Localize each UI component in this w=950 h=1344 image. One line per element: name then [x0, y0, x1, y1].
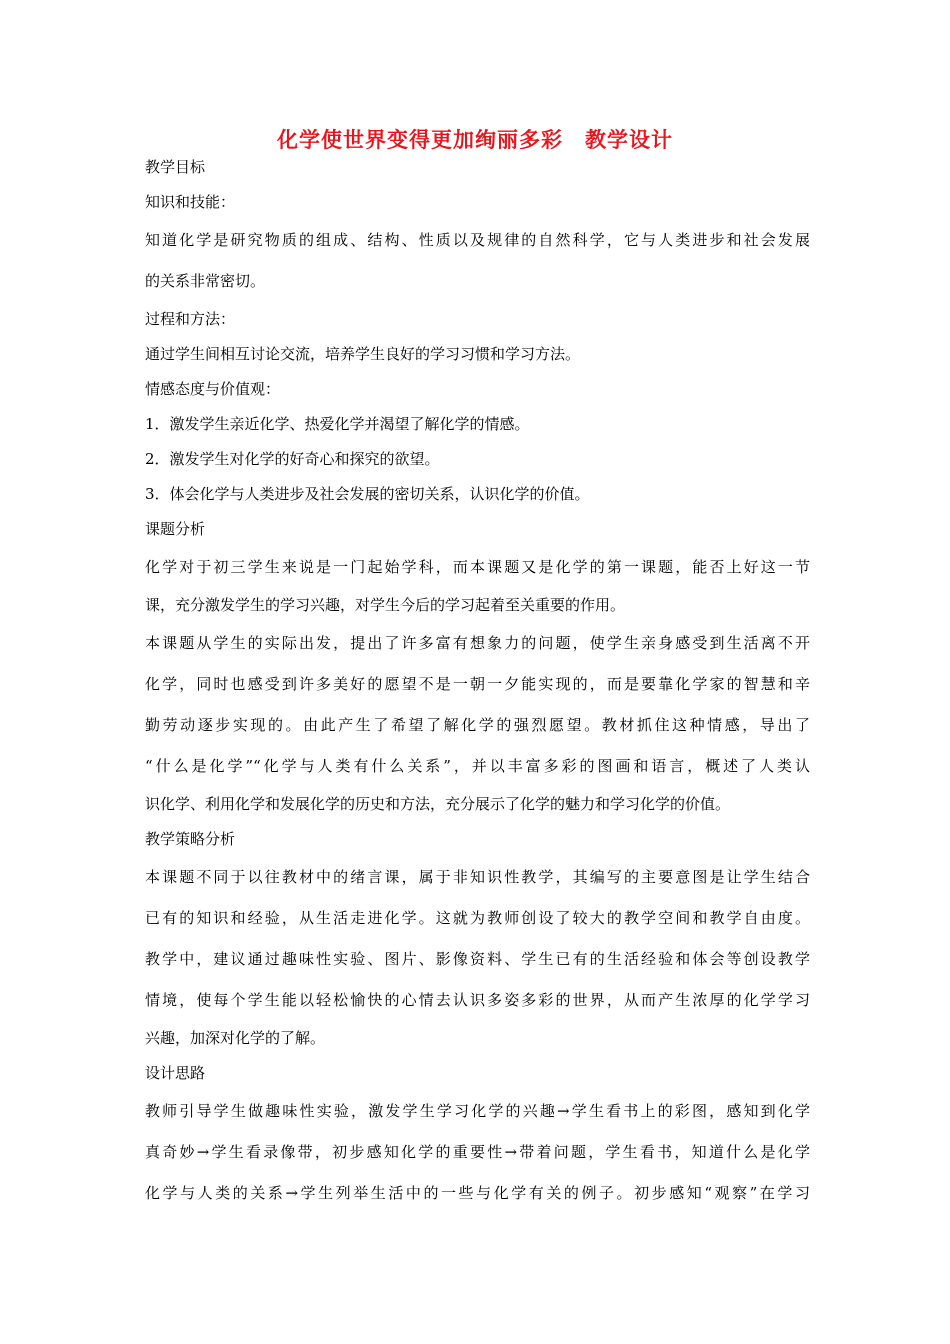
paragraph-line: 兴趣，加深对化学的了解。: [145, 1029, 326, 1047]
section-heading-topic-analysis: 课题分析: [145, 520, 206, 538]
list-item: 3．体会化学与人类进步及社会发展的密切关系，认识化学的价值。: [145, 485, 590, 503]
list-item: 1．激发学生亲近化学、热爱化学并渴望了解化学的情感。: [145, 415, 530, 433]
paragraph-line: 化学与人类的关系→学生列举生活中的一些与化学有关的例子。初步感知“观察”在学习: [145, 1184, 810, 1202]
paragraph-line: 勤劳动逐步实现的。由此产生了希望了解化学的强烈愿望。教材抓住这种情感，导出了: [145, 716, 810, 734]
paragraph-line: 教师引导学生做趣味性实验，激发学生学习化学的兴趣→学生看书上的彩图，感知到化学: [145, 1102, 810, 1120]
document-body: [145, 150, 810, 1214]
paragraph-line: 本课题不同于以往教材中的绪言课，属于非知识性教学，其编写的主要意图是让学生结合: [145, 868, 810, 886]
section-heading-design: 设计思路: [145, 1064, 206, 1082]
list-item: 2．激发学生对化学的好奇心和探究的欲望。: [145, 450, 440, 468]
paragraph-line: 已有的知识和经验，从生活走进化学。这就为教师创设了较大的教学空间和教学自由度。: [145, 909, 810, 927]
paragraph-line: 化学对于初三学生来说是一门起始学科，而本课题又是化学的第一课题，能否上好这一节: [145, 558, 810, 576]
paragraph-line: “什么是化学”“化学与人类有什么关系”，并以丰富多彩的图画和语言，概述了人类认: [145, 757, 810, 775]
subheading-knowledge: 知识和技能：: [145, 193, 236, 211]
paragraph-line: 真奇妙→学生看录像带，初步感知化学的重要性→带着问题，学生看书，知道什么是化学: [145, 1143, 810, 1161]
section-heading-objectives: 教学目标: [145, 158, 206, 176]
document-title: 化学使世界变得更加绚丽多彩 教学设计: [277, 128, 673, 152]
paragraph-line: 识化学、利用化学和发展化学的历史和方法，充分展示了化学的魅力和学习化学的价值。: [145, 795, 731, 813]
paragraph-line: 课，充分激发学生的学习兴趣，对学生今后的学习起着至关重要的作用。: [145, 596, 626, 614]
paragraph-line: 情境，使每个学生能以轻松愉快的心情去认识多姿多彩的世界，从而产生浓厚的化学学习: [145, 991, 810, 1009]
paragraph-line: 知道化学是研究物质的组成、结构、性质以及规律的自然科学，它与人类进步和社会发展: [145, 231, 810, 249]
paragraph-line: 的关系非常密切。: [145, 272, 266, 290]
subheading-process: 过程和方法：: [145, 310, 236, 328]
subheading-attitude: 情感态度与价值观：: [145, 380, 281, 398]
paragraph-line: 化学，同时也感受到许多美好的愿望不是一朝一夕能实现的，而是要靠化学家的智慧和辛: [145, 675, 810, 693]
paragraph-line: 教学中，建议通过趣味性实验、图片、影像资料、学生已有的生活经验和体会等创设教学: [145, 950, 810, 968]
paragraph-line: 本课题从学生的实际出发，提出了许多富有想象力的问题，使学生亲身感受到生活离不开: [145, 634, 810, 652]
section-heading-strategy: 教学策略分析: [145, 830, 236, 848]
paragraph-line: 通过学生间相互讨论交流，培养学生良好的学习习惯和学习方法。: [145, 345, 581, 363]
